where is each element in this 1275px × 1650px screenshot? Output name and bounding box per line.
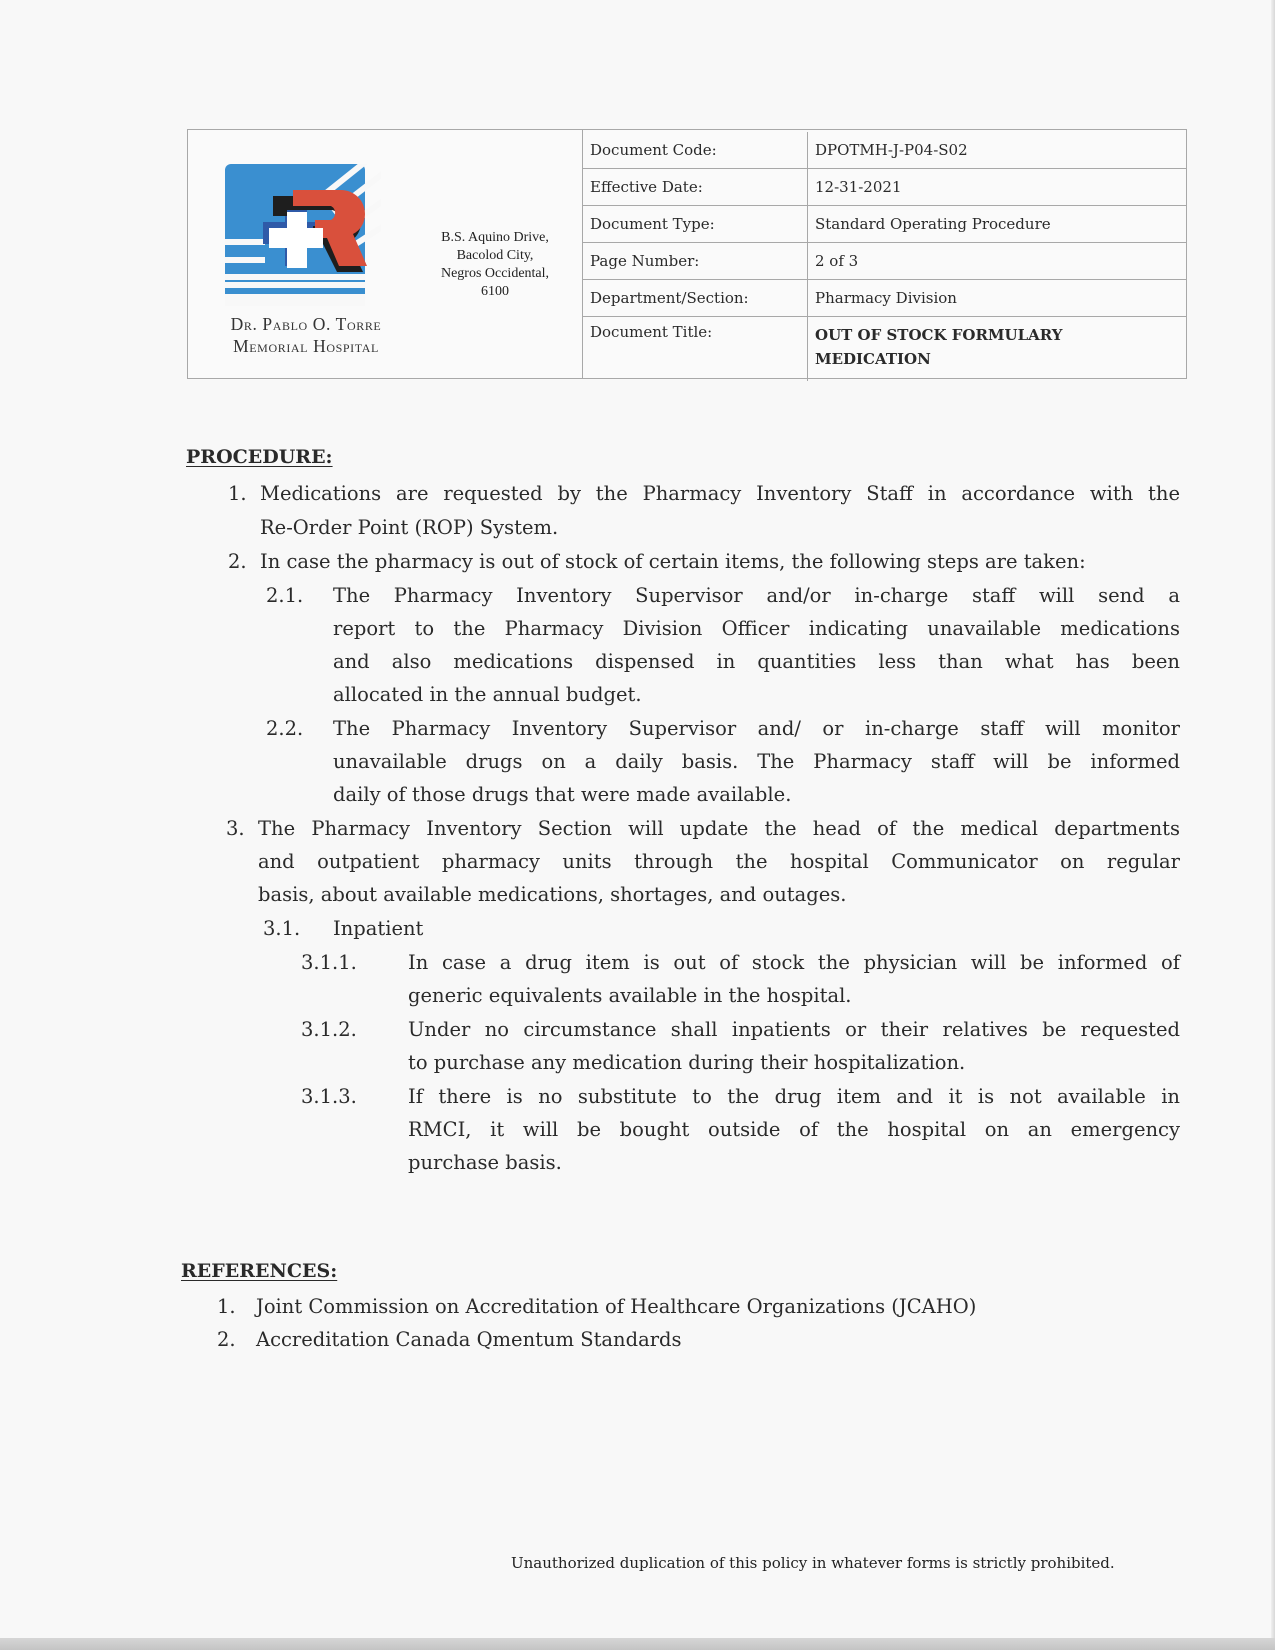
list-number: 2.1. <box>266 584 304 607</box>
list-item-text: generic equivalents available in the hospital. <box>408 984 852 1007</box>
department-value: Pharmacy Division <box>808 280 1187 317</box>
page-number-value: 2 of 3 <box>808 243 1187 280</box>
meta-row-page-number <box>583 243 1186 280</box>
meta-label: Department/Section: <box>583 280 808 317</box>
list-item-text: and outpatient pharmacy units through the hospital Communicator on regular <box>258 850 1180 873</box>
list-item-text: RMCI, it will be bought outside of the hospital on an emergency <box>408 1118 1180 1141</box>
list-item-text: Medications are requested by the Pharmacy Inventory Staff in accordance with the <box>260 482 1180 505</box>
meta-label: Document Type: <box>583 206 808 243</box>
list-number: 2. <box>228 550 247 573</box>
list-number: 3.1. <box>263 917 301 940</box>
procedure-heading: PROCEDURE: <box>186 446 333 468</box>
meta-label: Document Code: <box>583 132 808 169</box>
meta-row-effective-date <box>583 169 1186 206</box>
list-item-text: daily of those drugs that were made available. <box>333 783 792 806</box>
meta-row-document-title <box>583 317 1186 382</box>
page-edge <box>0 1638 1275 1650</box>
references-heading: REFERENCES: <box>181 1260 338 1282</box>
footer-notice: Unauthorized duplication of this policy in whatever forms is strictly prohibited. <box>511 1554 1115 1572</box>
list-number: 3.1.1. <box>301 951 357 974</box>
meta-row-document-code <box>583 132 1186 169</box>
meta-label: Effective Date: <box>583 169 808 206</box>
list-item-text: allocated in the annual budget. <box>333 683 642 706</box>
meta-row-document-type <box>583 206 1186 243</box>
hospital-name: Dr. Pablo O. Torre Memorial Hospital <box>230 314 382 356</box>
document-code-value: DPOTMH-J-P04-S02 <box>808 132 1187 169</box>
list-number: 1. <box>217 1295 236 1318</box>
meta-label: Document Title: <box>583 317 808 382</box>
list-item-text: The Pharmacy Inventory Section will update the head of the medical departments <box>258 817 1180 840</box>
list-item-text: unavailable drugs on a daily basis. The Pharmacy staff will be informed <box>333 750 1180 773</box>
reference-item: Joint Commission on Accreditation of Healthcare Organizations (JCAHO) <box>256 1295 977 1318</box>
reference-item: Accreditation Canada Qmentum Standards <box>256 1328 682 1351</box>
list-number: 2.2. <box>266 717 304 740</box>
logo-cell <box>188 130 583 378</box>
subsection-title-inpatient: Inpatient <box>333 917 424 940</box>
list-number: 2. <box>217 1328 236 1351</box>
list-item-text: purchase basis. <box>408 1151 562 1174</box>
list-item-text: Under no circumstance shall inpatients or their relatives be requested <box>408 1018 1180 1041</box>
list-item-text: The Pharmacy Inventory Supervisor and/or in-charge staff will send a <box>333 584 1180 607</box>
list-item-text: Re-Order Point (ROP) System. <box>260 516 559 539</box>
hospital-address: B.S. Aquino Drive, Bacolod City, Negros Occidental, 6100 <box>440 230 550 299</box>
document-title-value: OUT OF STOCK FORMULARY MEDICATION <box>808 317 1187 382</box>
list-number: 3. <box>226 817 245 840</box>
meta-row-department <box>583 280 1186 317</box>
list-item-text: and also medications dispensed in quantities less than what has been <box>333 650 1180 673</box>
meta-label: Page Number: <box>583 243 808 280</box>
list-number: 1. <box>228 482 247 505</box>
list-item-text: In case the pharmacy is out of stock of certain items, the following steps are taken: <box>260 550 1086 573</box>
list-item-text: basis, about available medications, shortages, and outages. <box>258 883 847 906</box>
document-header <box>187 129 1187 379</box>
list-item-text: report to the Pharmacy Division Officer indicating unavailable medications <box>333 617 1180 640</box>
hospital-logo-cross-r-icon <box>225 164 381 306</box>
list-item-text: In case a drug item is out of stock the physician will be informed of <box>408 951 1180 974</box>
document-type-value: Standard Operating Procedure <box>808 206 1187 243</box>
list-item-text: If there is no substitute to the drug item and it is not available in <box>408 1085 1180 1108</box>
list-number: 3.1.2. <box>301 1018 357 1041</box>
document-meta-table <box>583 132 1186 381</box>
page-edge <box>1271 0 1275 1650</box>
effective-date-value: 12-31-2021 <box>808 169 1187 206</box>
list-item-text: to purchase any medication during their hospitalization. <box>408 1051 966 1074</box>
list-item-text: The Pharmacy Inventory Supervisor and/ or in-charge staff will monitor <box>333 717 1180 740</box>
list-number: 3.1.3. <box>301 1085 357 1108</box>
